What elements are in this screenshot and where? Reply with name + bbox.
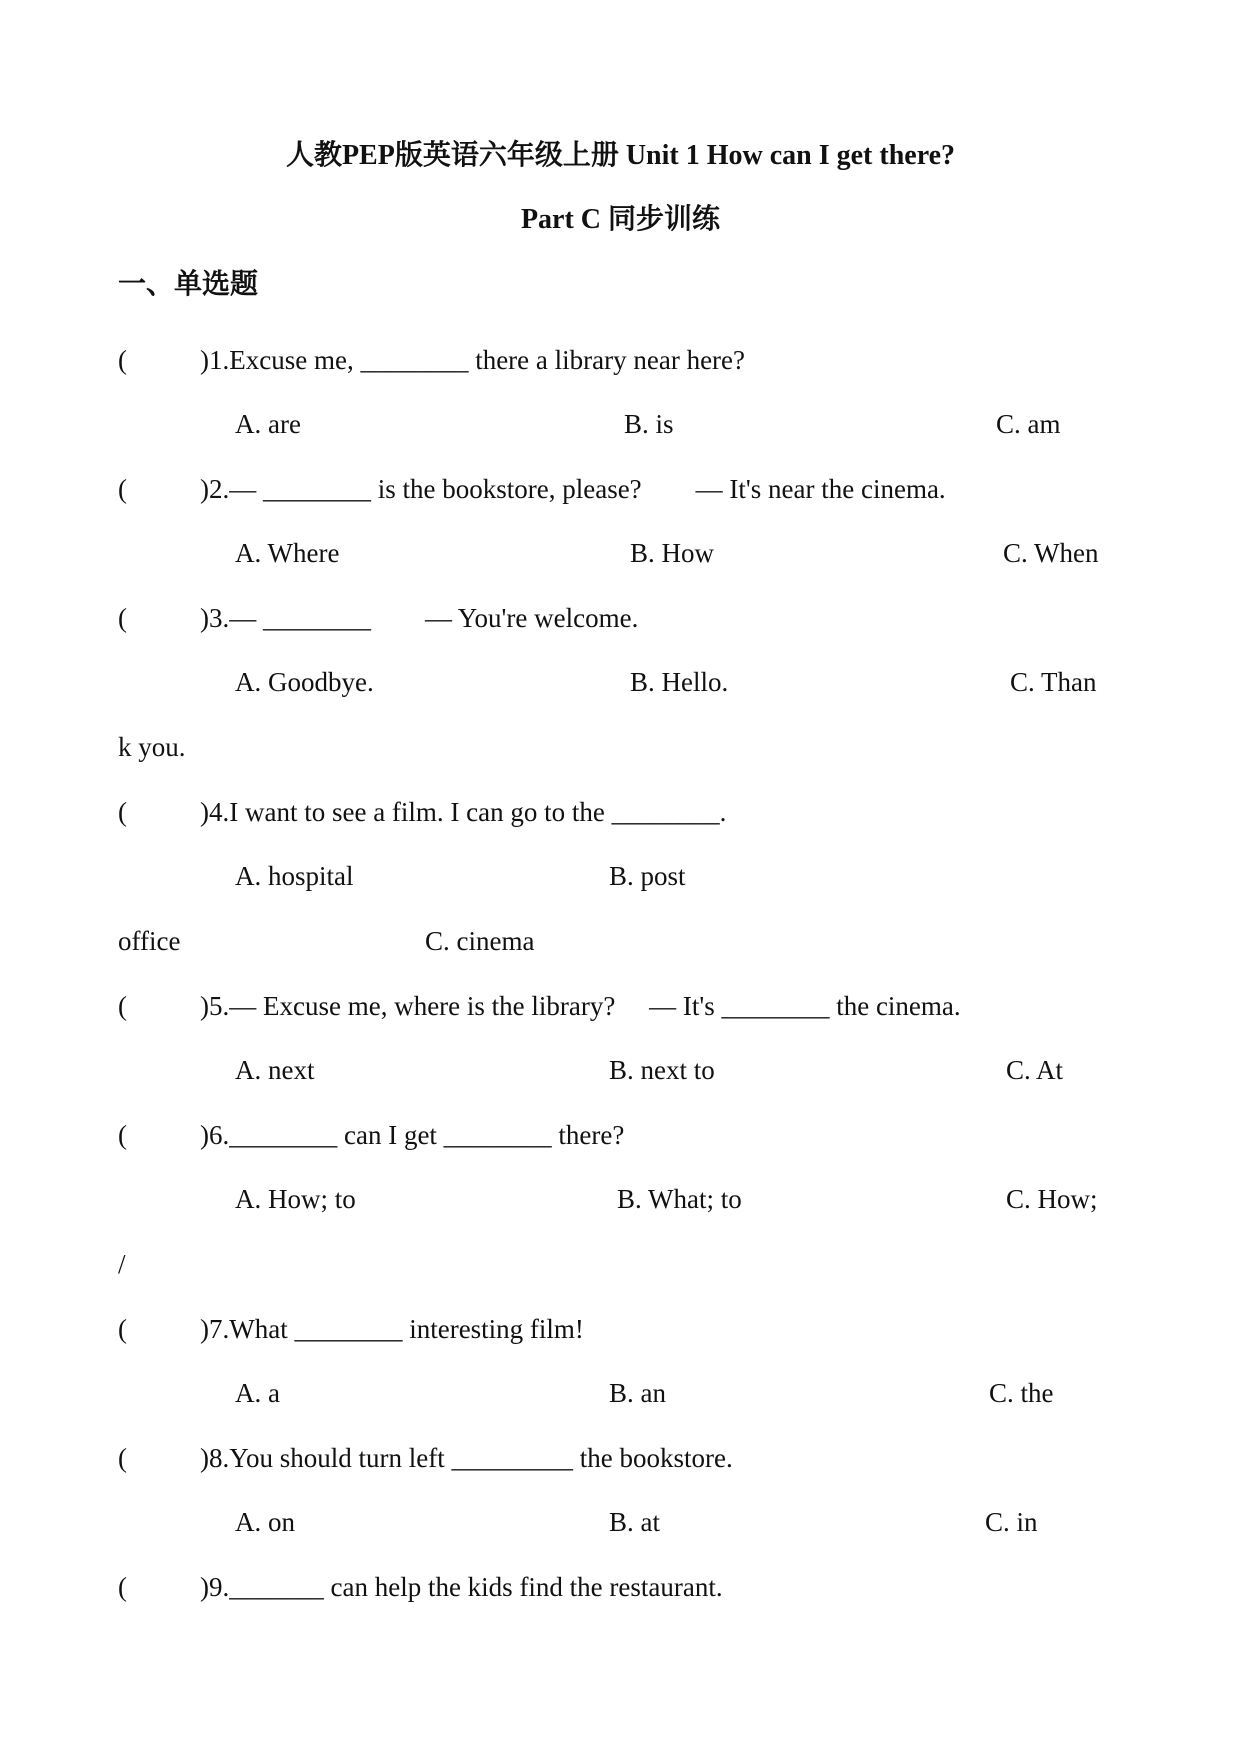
question-6-option-b: B. What; to bbox=[617, 1184, 742, 1214]
question-5-text: )5.— Excuse me, where is the library? — It's ________ the cinema. bbox=[200, 991, 961, 1021]
question-4-text: )4.I want to see a film. I can go to the ________. bbox=[200, 797, 727, 827]
question-2-option-b: B. How bbox=[630, 538, 715, 568]
question-5-option-a: A. next bbox=[235, 1055, 315, 1085]
question-6-option-c-wrap: / bbox=[118, 1249, 126, 1279]
question-2-option-a: A. Where bbox=[235, 538, 340, 568]
worksheet-subtitle: Part C 同步训练 bbox=[520, 204, 721, 235]
question-8-text: )8.You should turn left _________ the bookstore. bbox=[200, 1443, 733, 1473]
question-2-option-c: C. When bbox=[1003, 538, 1099, 568]
question-6-option-a: A. How; to bbox=[235, 1184, 356, 1214]
question-3-option-c-wrap: k you. bbox=[118, 732, 186, 762]
answer-bracket: ( bbox=[118, 474, 127, 504]
question-4-option-a: A. hospital bbox=[235, 861, 354, 891]
question-1-text: )1.Excuse me, ________ there a library near here? bbox=[200, 345, 746, 375]
section-heading: 一、单选题 bbox=[118, 269, 259, 300]
question-1-option-a: A. are bbox=[235, 409, 301, 439]
answer-bracket: ( bbox=[118, 345, 127, 375]
answer-bracket: ( bbox=[118, 1572, 127, 1602]
question-5-option-c: C. At bbox=[1006, 1055, 1064, 1085]
question-3-option-b: B. Hello. bbox=[630, 667, 729, 697]
question-4-option-c: C. cinema bbox=[425, 926, 535, 956]
question-7-option-b: B. an bbox=[609, 1378, 666, 1408]
question-7-option-a: A. a bbox=[235, 1378, 280, 1408]
question-3-option-a: A. Goodbye. bbox=[235, 667, 374, 697]
answer-bracket: ( bbox=[118, 991, 127, 1021]
question-8-option-b: B. at bbox=[609, 1507, 660, 1537]
question-5-option-b: B. next to bbox=[609, 1055, 715, 1085]
question-4-option-b-wrap: office bbox=[118, 926, 181, 956]
worksheet-title: 人教PEP版英语六年级上册 Unit 1 How can I get there? bbox=[285, 140, 956, 171]
question-9-text: )9._______ can help the kids find the restaurant. bbox=[200, 1572, 723, 1602]
answer-bracket: ( bbox=[118, 1120, 127, 1150]
answer-bracket: ( bbox=[118, 1314, 127, 1344]
question-2-text: )2.— ________ is the bookstore, please? — It's near the cinema. bbox=[200, 474, 946, 504]
question-3-option-c: C. Than bbox=[1010, 667, 1097, 697]
question-6-option-c: C. How; bbox=[1006, 1184, 1098, 1214]
question-7-text: )7.What ________ interesting film! bbox=[200, 1314, 584, 1344]
question-1-option-c: C. am bbox=[996, 409, 1061, 439]
answer-bracket: ( bbox=[118, 1443, 127, 1473]
answer-bracket: ( bbox=[118, 797, 127, 827]
question-8-option-a: A. on bbox=[235, 1507, 295, 1537]
question-7-option-c: C. the bbox=[989, 1378, 1054, 1408]
question-1-option-b: B. is bbox=[624, 409, 674, 439]
question-3-text: )3.— ________ — You're welcome. bbox=[200, 603, 639, 633]
answer-bracket: ( bbox=[118, 603, 127, 633]
question-6-text: )6.________ can I get ________ there? bbox=[200, 1120, 625, 1150]
question-8-option-c: C. in bbox=[985, 1507, 1038, 1537]
question-4-option-b: B. post bbox=[609, 861, 686, 891]
